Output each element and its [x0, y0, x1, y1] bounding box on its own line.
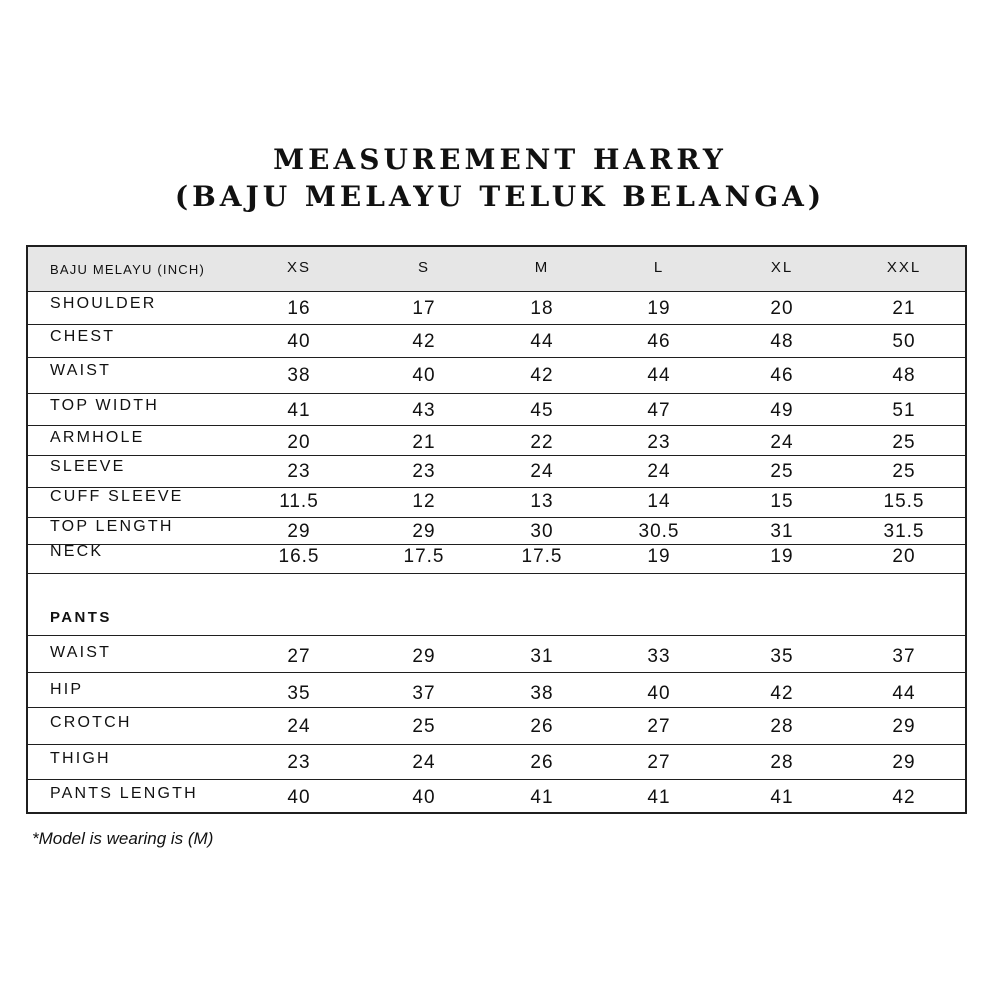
- pants-cell-xs: 24: [287, 716, 311, 737]
- top-cell-xs: 16: [287, 298, 311, 319]
- top-cell-m: 45: [530, 400, 554, 421]
- top-cell-l: 47: [647, 400, 671, 421]
- top-cell-xxl: 25: [892, 432, 916, 453]
- pants-cell-s: 37: [412, 683, 436, 704]
- row-divider: [28, 544, 965, 545]
- top-row-label: WAIST: [50, 362, 112, 379]
- top-cell-l: 19: [647, 298, 671, 319]
- top-cell-xxl: 15.5: [883, 491, 925, 512]
- pants-cell-l: 33: [647, 646, 671, 667]
- pants-cell-s: 25: [412, 716, 436, 737]
- size-header-xs: XS: [286, 259, 311, 276]
- pants-cell-xs: 35: [287, 683, 311, 704]
- row-divider: [28, 779, 965, 780]
- pants-cell-xl: 35: [770, 646, 794, 667]
- top-cell-m: 30: [530, 521, 554, 542]
- top-cell-xxl: 48: [892, 365, 916, 386]
- top-cell-xs: 11.5: [279, 491, 319, 512]
- pants-cell-s: 24: [412, 752, 436, 773]
- pants-cell-xs: 23: [287, 752, 311, 773]
- pants-cell-l: 41: [647, 787, 671, 808]
- top-cell-l: 30.5: [638, 521, 680, 542]
- top-cell-xs: 16.5: [278, 546, 320, 567]
- size-header-s: S: [417, 259, 430, 276]
- pants-cell-xl: 42: [770, 683, 794, 704]
- top-cell-m: 22: [530, 432, 554, 453]
- pants-row-label: PANTS LENGTH: [50, 785, 198, 802]
- page-subtitle: (BAJU MELAYU TELUK BELANGA): [174, 180, 826, 213]
- top-cell-l: 19: [647, 546, 671, 567]
- pants-row-label: THIGH: [50, 750, 111, 767]
- top-cell-xs: 38: [287, 365, 311, 386]
- top-cell-xl: 15: [770, 491, 794, 512]
- top-cell-m: 42: [530, 365, 554, 386]
- pants-cell-l: 27: [647, 752, 671, 773]
- top-cell-xs: 20: [287, 432, 311, 453]
- pants-cell-l: 40: [647, 683, 671, 704]
- row-divider: [28, 573, 965, 574]
- top-row-label: SLEEVE: [50, 458, 126, 475]
- top-cell-xxl: 25: [892, 461, 916, 482]
- pants-cell-xxl: 42: [892, 787, 916, 808]
- pants-cell-xl: 28: [770, 716, 794, 737]
- top-cell-xs: 41: [287, 400, 311, 421]
- size-chart-table: [26, 245, 967, 814]
- pants-row-label: HIP: [50, 681, 84, 698]
- size-header-m: M: [534, 259, 550, 276]
- pants-cell-m: 26: [530, 716, 554, 737]
- top-cell-xs: 40: [287, 331, 311, 352]
- top-cell-xxl: 20: [892, 546, 916, 567]
- top-row-label: ARMHOLE: [50, 429, 145, 446]
- row-divider: [28, 291, 965, 292]
- top-cell-s: 23: [412, 461, 436, 482]
- pants-cell-xxl: 29: [892, 752, 916, 773]
- top-cell-xl: 31: [770, 521, 794, 542]
- row-divider: [28, 357, 965, 358]
- top-row-label: TOP WIDTH: [50, 397, 159, 414]
- top-cell-m: 17.5: [521, 546, 563, 567]
- row-divider: [28, 707, 965, 708]
- pants-cell-xxl: 44: [892, 683, 916, 704]
- pants-cell-xl: 28: [770, 752, 794, 773]
- pants-cell-xl: 41: [770, 787, 794, 808]
- top-cell-m: 18: [530, 298, 554, 319]
- pants-row-label: WAIST: [50, 644, 112, 661]
- pants-cell-xs: 27: [287, 646, 311, 667]
- top-row-label: NECK: [50, 543, 104, 560]
- top-cell-s: 12: [412, 491, 436, 512]
- top-cell-xl: 19: [770, 546, 794, 567]
- pants-section-heading: PANTS: [50, 609, 112, 626]
- top-cell-m: 13: [530, 491, 554, 512]
- top-cell-xl: 46: [770, 365, 794, 386]
- top-cell-m: 24: [530, 461, 554, 482]
- top-cell-xxl: 31.5: [883, 521, 925, 542]
- pants-cell-xs: 40: [287, 787, 311, 808]
- top-cell-xl: 48: [770, 331, 794, 352]
- row-divider: [28, 635, 965, 636]
- top-cell-xs: 23: [287, 461, 311, 482]
- pants-cell-s: 29: [412, 646, 436, 667]
- top-cell-s: 21: [412, 432, 436, 453]
- top-row-label: TOP LENGTH: [50, 518, 174, 535]
- top-cell-s: 29: [412, 521, 436, 542]
- page-title: MEASUREMENT HARRY: [273, 143, 727, 176]
- pants-row-label: CROTCH: [50, 714, 132, 731]
- top-cell-xs: 29: [287, 521, 311, 542]
- top-cell-m: 44: [530, 331, 554, 352]
- model-size-footnote: *Model is wearing is (M): [32, 829, 214, 848]
- pants-cell-m: 26: [530, 752, 554, 773]
- row-divider: [28, 672, 965, 673]
- top-cell-l: 23: [647, 432, 671, 453]
- top-cell-xl: 24: [770, 432, 794, 453]
- top-cell-xxl: 21: [892, 298, 916, 319]
- top-row-label: SHOULDER: [50, 295, 157, 312]
- row-divider: [28, 425, 965, 426]
- top-cell-xl: 25: [770, 461, 794, 482]
- row-divider: [28, 455, 965, 456]
- pants-cell-l: 27: [647, 716, 671, 737]
- pants-cell-xxl: 29: [892, 716, 916, 737]
- top-cell-s: 43: [412, 400, 436, 421]
- top-cell-l: 44: [647, 365, 671, 386]
- top-cell-l: 24: [647, 461, 671, 482]
- pants-cell-m: 38: [530, 683, 554, 704]
- top-cell-s: 17: [412, 298, 436, 319]
- top-cell-xl: 49: [770, 400, 794, 421]
- pants-cell-m: 31: [530, 646, 554, 667]
- pants-cell-s: 40: [412, 787, 436, 808]
- top-cell-l: 14: [647, 491, 671, 512]
- top-cell-s: 17.5: [403, 546, 445, 567]
- top-cell-xxl: 50: [892, 331, 916, 352]
- row-divider: [28, 324, 965, 325]
- pants-cell-m: 41: [530, 787, 554, 808]
- size-header-xl: XL: [770, 259, 794, 276]
- row-divider: [28, 393, 965, 394]
- size-header-l: L: [653, 259, 665, 276]
- top-cell-xxl: 51: [892, 400, 916, 421]
- size-header-xxl: XXL: [886, 259, 922, 276]
- top-cell-l: 46: [647, 331, 671, 352]
- table-header-label: BAJU MELAYU (INCH): [50, 262, 205, 277]
- top-cell-xl: 20: [770, 298, 794, 319]
- top-cell-s: 40: [412, 365, 436, 386]
- pants-cell-xxl: 37: [892, 646, 916, 667]
- top-row-label: CUFF SLEEVE: [50, 488, 184, 505]
- row-divider: [28, 744, 965, 745]
- top-row-label: CHEST: [50, 328, 116, 345]
- top-cell-s: 42: [412, 331, 436, 352]
